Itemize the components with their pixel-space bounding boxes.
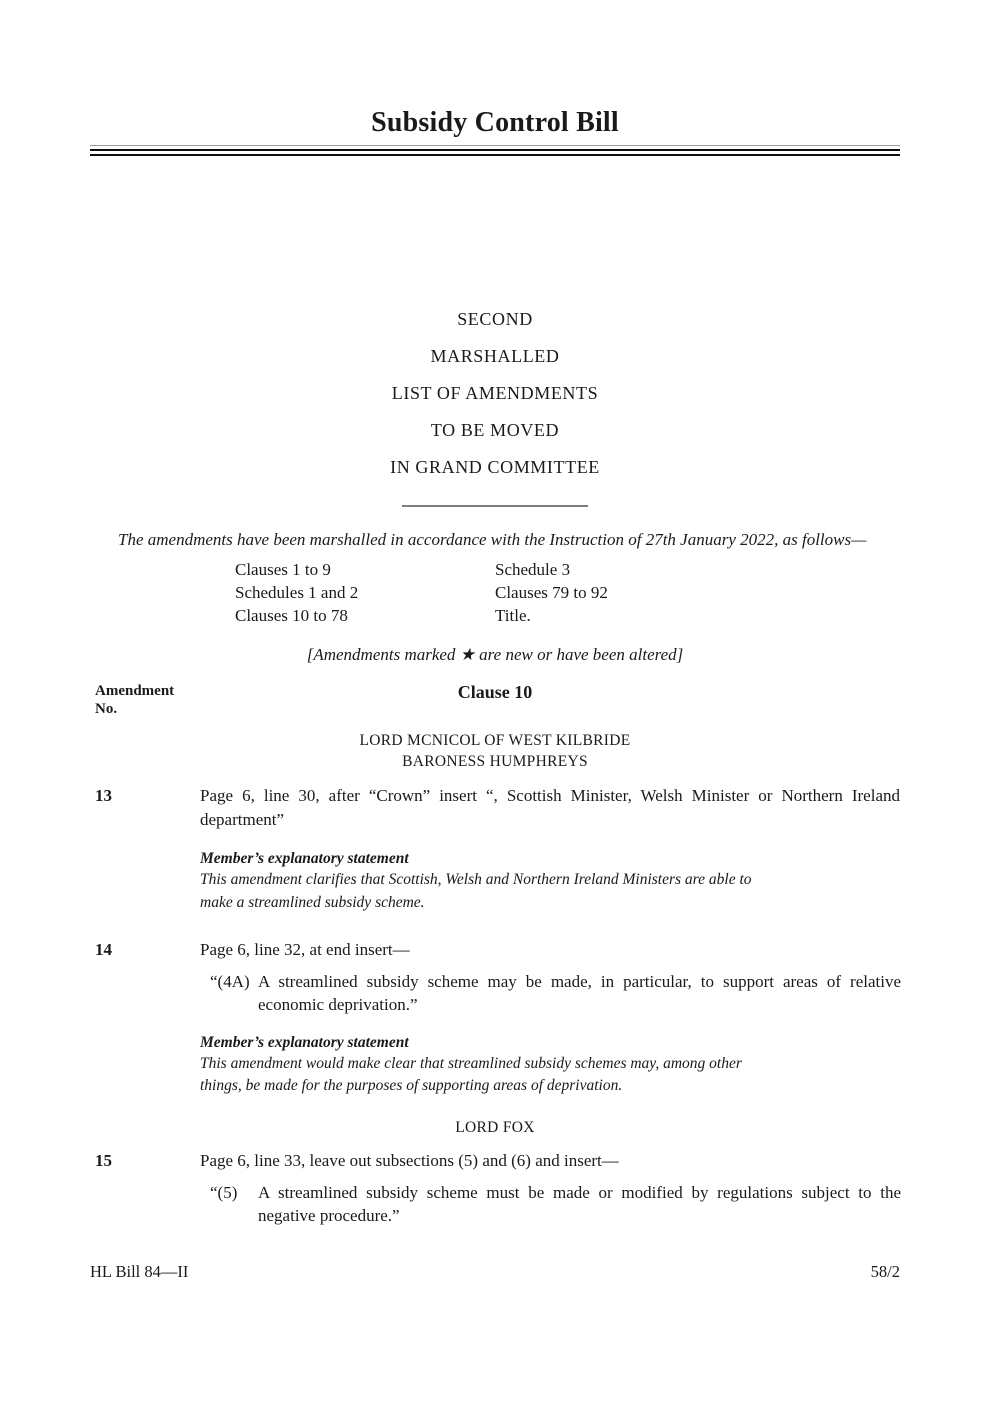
amendment-14-explanatory (200, 1032, 762, 1098)
sponsor-names-group-2 (90, 1118, 900, 1139)
amendment-body-text: Page 6, line 32, at end insert— (200, 940, 410, 959)
bill-title: Subsidy Control Bill (371, 107, 619, 138)
order-item: Title. (495, 606, 531, 625)
sponsor-name: LORD FOX (455, 1118, 535, 1136)
masthead-line-marshalled: MARSHALLED (430, 346, 560, 366)
inserted-subsection-text: A streamlined subsidy scheme may be made, in particular, to support areas of relative economic deprivation.” (258, 971, 901, 1014)
marshalling-order-list (235, 558, 900, 627)
inserted-subsection-marker: “(5) (210, 1182, 238, 1202)
star-legend-note: [Amendments marked ★ are new or have been altered] (306, 645, 684, 664)
amendment-13-row (90, 784, 900, 831)
amendment-13-explanatory (200, 848, 762, 914)
amendment-body-text: Page 6, line 33, leave out subsections (5) and (6) and insert— (200, 1151, 619, 1170)
amendment-14-row (90, 938, 900, 962)
masthead-line-list-of-amendments: LIST OF AMENDMENTS (391, 383, 599, 403)
explanatory-statement-label: Member’s explanatory statement (200, 850, 409, 867)
page-footer (90, 1262, 900, 1282)
amendment-no-column-label (95, 683, 174, 718)
clause-heading: Clause 10 (457, 682, 533, 702)
amendment-number: 13 (95, 786, 112, 805)
title-rule-double (90, 149, 900, 156)
order-item: Schedule 3 (495, 560, 571, 579)
amendment-no-label-line2: No. (95, 700, 118, 717)
explanatory-statement-text: This amendment clarifies that Scottish, Welsh and Northern Ireland Ministers are able to make a streamlined subsidy scheme. (200, 871, 752, 911)
masthead-line-in-grand-committee: IN GRAND COMMITTEE (390, 457, 600, 477)
amendment-body-text: Page 6, line 30, after “Crown” insert “, Scottish Minister, Welsh Minister or Northern Ireland department” (200, 786, 900, 829)
order-item: Schedules 1 and 2 (235, 583, 359, 602)
title-rule-thin (90, 145, 900, 146)
inserted-subsection-text: A streamlined subsidy scheme must be made or modified by regulations subject to the negative procedure.” (258, 1182, 901, 1225)
masthead (90, 308, 900, 479)
marshalling-note: The amendments have been marshalled in accordance with the Instruction of 27th January 2022, as follows— (118, 530, 867, 549)
amendment-15-inserted-text (200, 1181, 901, 1228)
inserted-subsection-marker: “(4A) (210, 971, 250, 991)
sponsor-name: BARONESS HUMPHREYS (402, 752, 588, 770)
amendment-14-inserted-text (200, 970, 901, 1017)
amendment-number: 14 (95, 940, 112, 959)
masthead-line-to-be-moved: TO BE MOVED (430, 420, 560, 440)
order-column-left (235, 558, 495, 627)
amendment-15-row (90, 1149, 900, 1173)
clause-heading-row (90, 681, 900, 721)
order-item: Clauses 10 to 78 (235, 606, 348, 625)
amendment-number: 15 (95, 1151, 112, 1170)
explanatory-statement-label: Member’s explanatory statement (200, 1033, 409, 1051)
order-item: Clauses 1 to 9 (235, 560, 331, 579)
amendment-no-label-line1: Amendment (95, 683, 175, 699)
section-divider (402, 505, 588, 507)
explanatory-statement-text: This amendment would make clear that streamlined subsidy schemes may, among other things, be made for the purposes of supporting areas of deprivation. (200, 1054, 742, 1094)
bill-reference: HL Bill 84—II (90, 1262, 189, 1281)
order-item: Clauses 79 to 92 (495, 583, 608, 602)
session-reference: 58/2 (870, 1262, 900, 1281)
masthead-line-second: SECOND (457, 309, 533, 329)
sponsor-names-group-1 (90, 731, 900, 772)
order-column-right (495, 558, 755, 627)
sponsor-name: LORD MCNICOL OF WEST KILBRIDE (359, 732, 631, 749)
